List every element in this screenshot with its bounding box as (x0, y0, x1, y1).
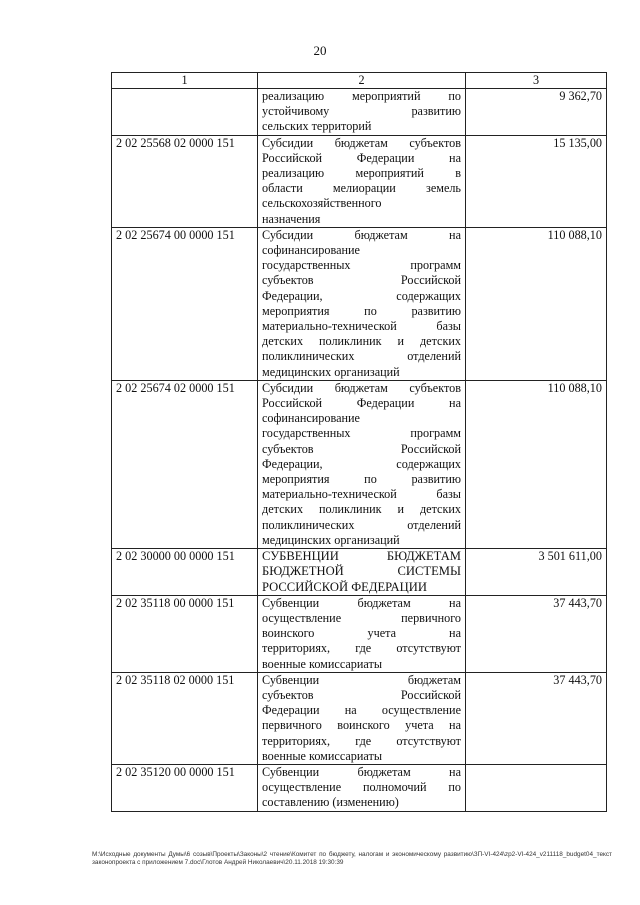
amount-cell: 37 443,70 (466, 672, 607, 764)
description-cell (258, 549, 466, 596)
budget-code-cell: 2 02 35120 00 0000 151 (112, 764, 258, 811)
budget-code-cell: 2 02 25674 02 0000 151 (112, 380, 258, 548)
description-cell (258, 672, 466, 764)
description-line: Субвенции бюджетам на (262, 595, 461, 610)
description-line: поликлинических отделений (262, 349, 461, 364)
description-line: осуществление полномочий по (262, 780, 461, 795)
description-line: субъектов Российской (262, 441, 461, 456)
description-line: Российской Федерации на (262, 396, 461, 411)
description-line: области мелиорации земель (262, 181, 461, 196)
description-line: материально-технической базы (262, 319, 461, 334)
description-line: устойчивому развитию (262, 104, 461, 119)
amount-cell (466, 764, 607, 811)
budget-code-cell: 2 02 35118 00 0000 151 (112, 595, 258, 672)
table-header-row (112, 73, 607, 89)
table-row (112, 227, 607, 380)
description-line: софинансирование (262, 411, 360, 426)
table-row (112, 89, 607, 136)
description-line: первичного воинского учета на (262, 718, 461, 733)
table-row (112, 672, 607, 764)
description-line: детских поликлиник и детских (262, 334, 461, 349)
description-line: БЮДЖЕТНОЙ СИСТЕМЫ (262, 564, 461, 579)
description-line: осуществление первичного (262, 610, 461, 625)
description-line: сельских территорий (262, 119, 372, 134)
page-number: 20 (313, 43, 327, 58)
description-line: мероприятия по развитию (262, 472, 461, 487)
description-cell (258, 595, 466, 672)
description-line: Российской Федерации на (262, 150, 461, 165)
budget-code-cell: 2 02 35118 02 0000 151 (112, 672, 258, 764)
budget-code-cell: 2 02 25568 02 0000 151 (112, 135, 258, 227)
amount-cell: 9 362,70 (466, 89, 607, 136)
amount-cell: 3 501 611,00 (466, 549, 607, 596)
description-line: материально-технической базы (262, 487, 461, 502)
budget-code-cell: 2 02 25674 00 0000 151 (112, 227, 258, 380)
description-line: Субвенции бюджетам (262, 672, 461, 687)
description-line: военные комиссариаты (262, 656, 383, 671)
description-line: государственных программ (262, 426, 461, 441)
description-line: Субсидии бюджетам субъектов (262, 135, 461, 150)
description-cell (258, 135, 466, 227)
description-line: субъектов Российской (262, 687, 461, 702)
budget-code-cell (112, 89, 258, 136)
description-cell (258, 380, 466, 548)
description-cell (258, 764, 466, 811)
description-line: составлению (изменению) (262, 795, 399, 810)
description-line: территориях, где отсутствуют (262, 733, 461, 748)
description-cell (258, 89, 466, 136)
description-line: СУБВЕНЦИИ БЮДЖЕТАМ (262, 549, 461, 564)
description-line: детских поликлиник и детских (262, 502, 461, 517)
description-line: реализацию мероприятий в (262, 166, 461, 181)
description-line: назначения (262, 211, 321, 226)
table-row (112, 135, 607, 227)
table-row (112, 549, 607, 596)
description-cell (258, 227, 466, 380)
file-path-footer: M:\Исходные документы Думы\6 созыв\Проекты\Законы\2 чтение\Комитет по бюджету, налогам и экономическому развитию\ЗП-VI-424\zp2-VI-424_v211118_budget04_текст законопроекта с приложением 7.doc\Глотов Андрей Николаевич\20.11.2018 19:30:39 (92, 851, 612, 867)
description-line: Федерации на осуществление (262, 703, 461, 718)
description-line: Субсидии бюджетам на (262, 227, 461, 242)
description-line: реализацию мероприятий по (262, 89, 461, 103)
description-line: воинского учета на (262, 626, 461, 641)
description-line: Субвенции бюджетам на (262, 764, 461, 779)
description-line: субъектов Российской (262, 273, 461, 288)
description-line: государственных программ (262, 258, 461, 273)
description-line: софинансирование (262, 243, 360, 258)
description-line: военные комиссариаты (262, 748, 383, 763)
description-line: медицинских организаций (262, 364, 400, 379)
column-header: 2 (258, 73, 466, 89)
description-line: мероприятия по развитию (262, 303, 461, 318)
amount-cell: 37 443,70 (466, 595, 607, 672)
description-line: РОССИЙСКОЙ ФЕДЕРАЦИИ (262, 579, 427, 594)
description-line: медицинских организаций (262, 532, 400, 547)
table-row (112, 595, 607, 672)
description-line: территориях, где отсутствуют (262, 641, 461, 656)
column-header: 1 (112, 73, 258, 89)
table-row (112, 380, 607, 548)
column-header: 3 (466, 73, 607, 89)
description-line: Федерации, содержащих (262, 288, 461, 303)
amount-cell: 15 135,00 (466, 135, 607, 227)
description-line: Федерации, содержащих (262, 456, 461, 471)
budget-code-cell: 2 02 30000 00 0000 151 (112, 549, 258, 596)
amount-cell: 110 088,10 (466, 380, 607, 548)
description-line: сельскохозяйственного (262, 196, 382, 211)
amount-cell: 110 088,10 (466, 227, 607, 380)
table-row (112, 764, 607, 811)
budget-table (111, 72, 607, 812)
description-line: поликлинических отделений (262, 517, 461, 532)
description-line: Субсидии бюджетам субъектов (262, 380, 461, 395)
